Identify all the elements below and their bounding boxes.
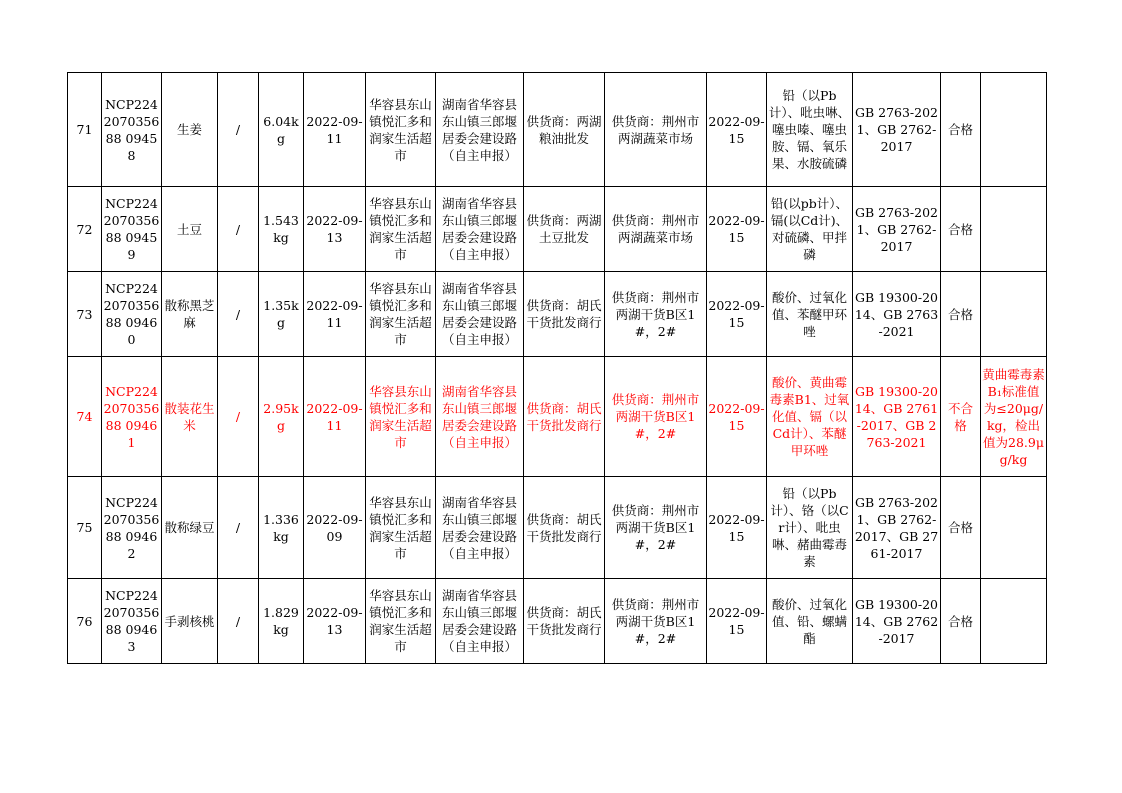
entrusted-unit: 华容县东山镇悦汇多和润家生活超市 — [366, 477, 436, 579]
check-date: 2022-09-15 — [707, 477, 767, 579]
test-items: 酸价、过氧化值、铅、螺螨酯 — [767, 579, 853, 664]
supplier: 供货商：两湖粮油批发 — [524, 73, 605, 187]
sampling-date: 2022-09-09 — [304, 477, 366, 579]
check-date: 2022-09-15 — [707, 73, 767, 187]
check-date: 2022-09-15 — [707, 357, 767, 477]
standard: GB 19300-2014、GB 2763-2021 — [853, 272, 941, 357]
sample-name: 散称黑芝麻 — [162, 272, 218, 357]
sample-code: NCP224207035688 09460 — [102, 272, 162, 357]
brand: / — [218, 187, 259, 272]
sampling-date: 2022-09-11 — [304, 357, 366, 477]
sample-code: NCP224207035688 09458 — [102, 73, 162, 187]
brand: / — [218, 579, 259, 664]
entrusted-unit: 华容县东山镇悦汇多和润家生活超市 — [366, 272, 436, 357]
brand: / — [218, 73, 259, 187]
test-items: 铅(以pb计）、镉(以Cd计)、对硫磷、甲拌磷 — [767, 187, 853, 272]
entrusted-unit: 华容县东山镇悦汇多和润家生活超市 — [366, 357, 436, 477]
standard: GB 2763-2021、GB 2762-2017、GB 2761-2017 — [853, 477, 941, 579]
standard: GB 2763-2021、GB 2762-2017 — [853, 187, 941, 272]
weight: 1.35kg — [259, 272, 304, 357]
unit-address: 湖南省华容县东山镇三郎堰居委会建设路（自主申报） — [436, 357, 524, 477]
sampling-date: 2022-09-11 — [304, 272, 366, 357]
unit-address: 湖南省华容县东山镇三郎堰居委会建设路（自主申报） — [436, 272, 524, 357]
unit-address: 湖南省华容县东山镇三郎堰居委会建设路（自主申报） — [436, 73, 524, 187]
sample-name: 散装花生米 — [162, 357, 218, 477]
table-row — [68, 579, 1047, 664]
result: 不合格 — [941, 357, 981, 477]
test-items: 铅（以Pb计）、吡虫啉、噻虫嗪、噻虫胺、镉、氧乐果、水胺硫磷 — [767, 73, 853, 187]
table-row-failed — [68, 357, 1047, 477]
check-date: 2022-09-15 — [707, 272, 767, 357]
standard: GB 2763-2021、GB 2762-2017 — [853, 73, 941, 187]
weight: 6.04kg — [259, 73, 304, 187]
supplier: 供货商：胡氏干货批发商行 — [524, 357, 605, 477]
check-date: 2022-09-15 — [707, 579, 767, 664]
sample-code: NCP224207035688 09463 — [102, 579, 162, 664]
row-number: 73 — [68, 272, 102, 357]
supplier-address: 供货商：荆州市两湖干货B区1#，2# — [605, 272, 707, 357]
weight: 1.829kg — [259, 579, 304, 664]
entrusted-unit: 华容县东山镇悦汇多和润家生活超市 — [366, 73, 436, 187]
test-items: 铅（以Pb计）、铬（以Cr计）、吡虫啉、赭曲霉毒素 — [767, 477, 853, 579]
test-items: 酸价、过氧化值、苯醚甲环唑 — [767, 272, 853, 357]
weight: 2.95kg — [259, 357, 304, 477]
sample-name: 手剥核桃 — [162, 579, 218, 664]
result: 合格 — [941, 272, 981, 357]
supplier-address: 供货商：荆州市两湖蔬菜市场 — [605, 187, 707, 272]
sampling-date: 2022-09-13 — [304, 579, 366, 664]
entrusted-unit: 华容县东山镇悦汇多和润家生活超市 — [366, 187, 436, 272]
weight: 1.543kg — [259, 187, 304, 272]
result: 合格 — [941, 579, 981, 664]
unit-address: 湖南省华容县东山镇三郎堰居委会建设路（自主申报） — [436, 187, 524, 272]
supplier-address: 供货商：荆州市两湖干货B区1#，2# — [605, 477, 707, 579]
result: 合格 — [941, 187, 981, 272]
supplier-address: 供货商：荆州市两湖干货B区1#，2# — [605, 357, 707, 477]
result: 合格 — [941, 477, 981, 579]
supplier: 供货商：胡氏干货批发商行 — [524, 579, 605, 664]
remark — [981, 73, 1047, 187]
sample-code: NCP224207035688 09462 — [102, 477, 162, 579]
row-number: 72 — [68, 187, 102, 272]
table-row — [68, 73, 1047, 187]
supplier: 供货商：两湖土豆批发 — [524, 187, 605, 272]
unit-address: 湖南省华容县东山镇三郎堰居委会建设路（自主申报） — [436, 579, 524, 664]
brand: / — [218, 357, 259, 477]
table-row — [68, 272, 1047, 357]
sample-code: NCP224207035688 09459 — [102, 187, 162, 272]
remark — [981, 477, 1047, 579]
sample-name: 散称绿豆 — [162, 477, 218, 579]
brand: / — [218, 272, 259, 357]
standard: GB 19300-2014、GB 2762-2017 — [853, 579, 941, 664]
supplier-address: 供货商：荆州市两湖蔬菜市场 — [605, 73, 707, 187]
sample-name: 土豆 — [162, 187, 218, 272]
remark: 黄曲霉毒素B₁标准值为≤20μg/kg，检出值为28.9μg/kg — [981, 357, 1047, 477]
sample-name: 生姜 — [162, 73, 218, 187]
sampling-date: 2022-09-11 — [304, 73, 366, 187]
result: 合格 — [941, 73, 981, 187]
remark — [981, 272, 1047, 357]
supplier: 供货商：胡氏干货批发商行 — [524, 272, 605, 357]
unit-address: 湖南省华容县东山镇三郎堰居委会建设路（自主申报） — [436, 477, 524, 579]
test-items: 酸价、黄曲霉毒素B1、过氧化值、镉（以Cd计）、苯醚甲环唑 — [767, 357, 853, 477]
entrusted-unit: 华容县东山镇悦汇多和润家生活超市 — [366, 579, 436, 664]
sample-code: NCP224207035688 09461 — [102, 357, 162, 477]
row-number: 74 — [68, 357, 102, 477]
table-row — [68, 477, 1047, 579]
standard: GB 19300-2014、GB 2761-2017、GB 2763-2021 — [853, 357, 941, 477]
supplier: 供货商：胡氏干货批发商行 — [524, 477, 605, 579]
remark — [981, 187, 1047, 272]
row-number: 71 — [68, 73, 102, 187]
row-number: 76 — [68, 579, 102, 664]
table-row — [68, 187, 1047, 272]
inspection-table — [67, 72, 1047, 664]
brand: / — [218, 477, 259, 579]
sampling-date: 2022-09-13 — [304, 187, 366, 272]
row-number: 75 — [68, 477, 102, 579]
check-date: 2022-09-15 — [707, 187, 767, 272]
supplier-address: 供货商：荆州市两湖干货B区1#，2# — [605, 579, 707, 664]
remark — [981, 579, 1047, 664]
weight: 1.336kg — [259, 477, 304, 579]
